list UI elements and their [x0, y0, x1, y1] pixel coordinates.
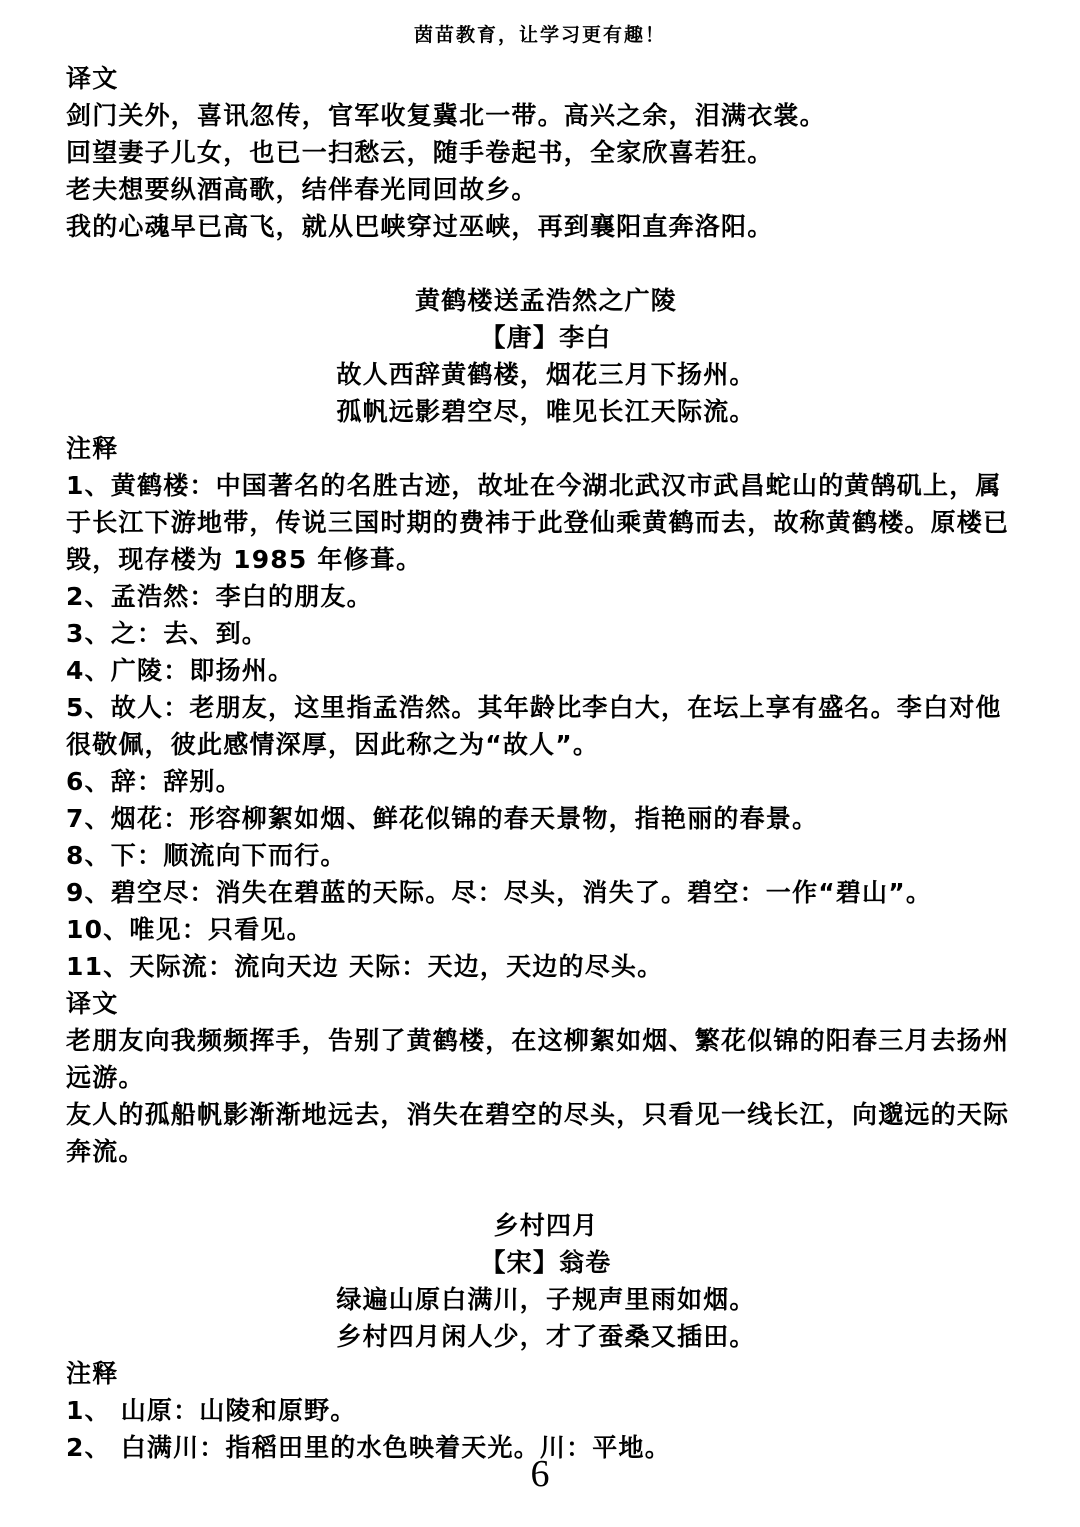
- page-number: 6: [530, 1453, 550, 1495]
- note-item: 9、碧空尽：消失在碧蓝的天际。尽：尽头，消失了。碧空：一作“碧山”。: [66, 878, 933, 907]
- note-item: 10、唯见：只看见。: [66, 915, 313, 944]
- translation-line: 我的心魂早已高飞，就从巴峡穿过巫峡，再到襄阳直奔洛阳。: [66, 212, 774, 241]
- note-item: 1、黄鹤楼：中国著名的名胜古迹，故址在今湖北武汉市武昌蛇山的黄鹄矶上，属于长江下游地带，传说三国时期的费祎于此登仙乘黄鹤而去，故称黄鹤楼。原楼已毁，现存楼为 1985 年修葺。: [66, 471, 1010, 574]
- translation-line: 友人的孤船帆影渐渐地远去，消失在碧空的尽头，只看见一线长江，向邈远的天际奔流。: [66, 1100, 1010, 1166]
- note-item: 2、 白满川：指稻田里的水色映着天光。川：平地。: [66, 1433, 671, 1462]
- translation-line: 老夫想要纵酒高歌，结伴春光同回故乡。: [66, 175, 538, 204]
- poem-author: 【唐】李白: [480, 323, 612, 352]
- page-header: 茵苗教育，让学习更有趣！: [413, 24, 666, 46]
- note-item: 8、下：顺流向下而行。: [66, 841, 347, 870]
- note-item: 6、辞：辞别。: [66, 767, 242, 796]
- translation-heading: 译文: [66, 64, 119, 93]
- translation-line: 剑门关外，喜讯忽传，官军收复冀北一带。高兴之余，泪满衣裳。: [66, 101, 826, 130]
- poem-line: 绿遍山原白满川，子规声里雨如烟。: [336, 1285, 756, 1314]
- note-item: 7、烟花：形容柳絮如烟、鲜花似锦的春天景物，指艳丽的春景。: [66, 804, 819, 833]
- notes-heading: 注释: [66, 1359, 119, 1388]
- spacer: [66, 245, 1026, 282]
- poem-title: 乡村四月: [493, 1211, 599, 1240]
- note-item: 5、故人：老朋友，这里指孟浩然。其年龄比李白大，在坛上享有盛名。李白对他很敬佩，彼此感情深厚，因此称之为“故人”。: [66, 693, 1002, 759]
- poem-title: 黄鹤楼送孟浩然之广陵: [414, 286, 677, 315]
- note-item: 1、 山原：山陵和原野。: [66, 1396, 357, 1425]
- note-item: 11、天际流：流向天边 天际：天边，天边的尽头。: [66, 952, 664, 981]
- poem-author: 【宋】翁卷: [480, 1248, 612, 1277]
- notes-heading: 注释: [66, 434, 119, 463]
- translation-heading: 译文: [66, 989, 119, 1018]
- poem-line: 乡村四月闲人少，才了蚕桑又插田。: [336, 1322, 756, 1351]
- spacer: [66, 1170, 1026, 1207]
- note-item: 3、之：去、到。: [66, 619, 268, 648]
- poem-line: 孤帆远影碧空尽，唯见长江天际流。: [336, 397, 756, 426]
- translation-line: 回望妻子儿女，也已一扫愁云，随手卷起书，全家欣喜若狂。: [66, 138, 774, 167]
- page-content: [66, 60, 1026, 1466]
- note-item: 4、广陵：即扬州。: [66, 656, 295, 685]
- note-item: 2、孟浩然：李白的朋友。: [66, 582, 373, 611]
- translation-line: 老朋友向我频频挥手，告别了黄鹤楼，在这柳絮如烟、繁花似锦的阳春三月去扬州远游。: [66, 1026, 1010, 1092]
- poem-line: 故人西辞黄鹤楼，烟花三月下扬州。: [336, 360, 756, 389]
